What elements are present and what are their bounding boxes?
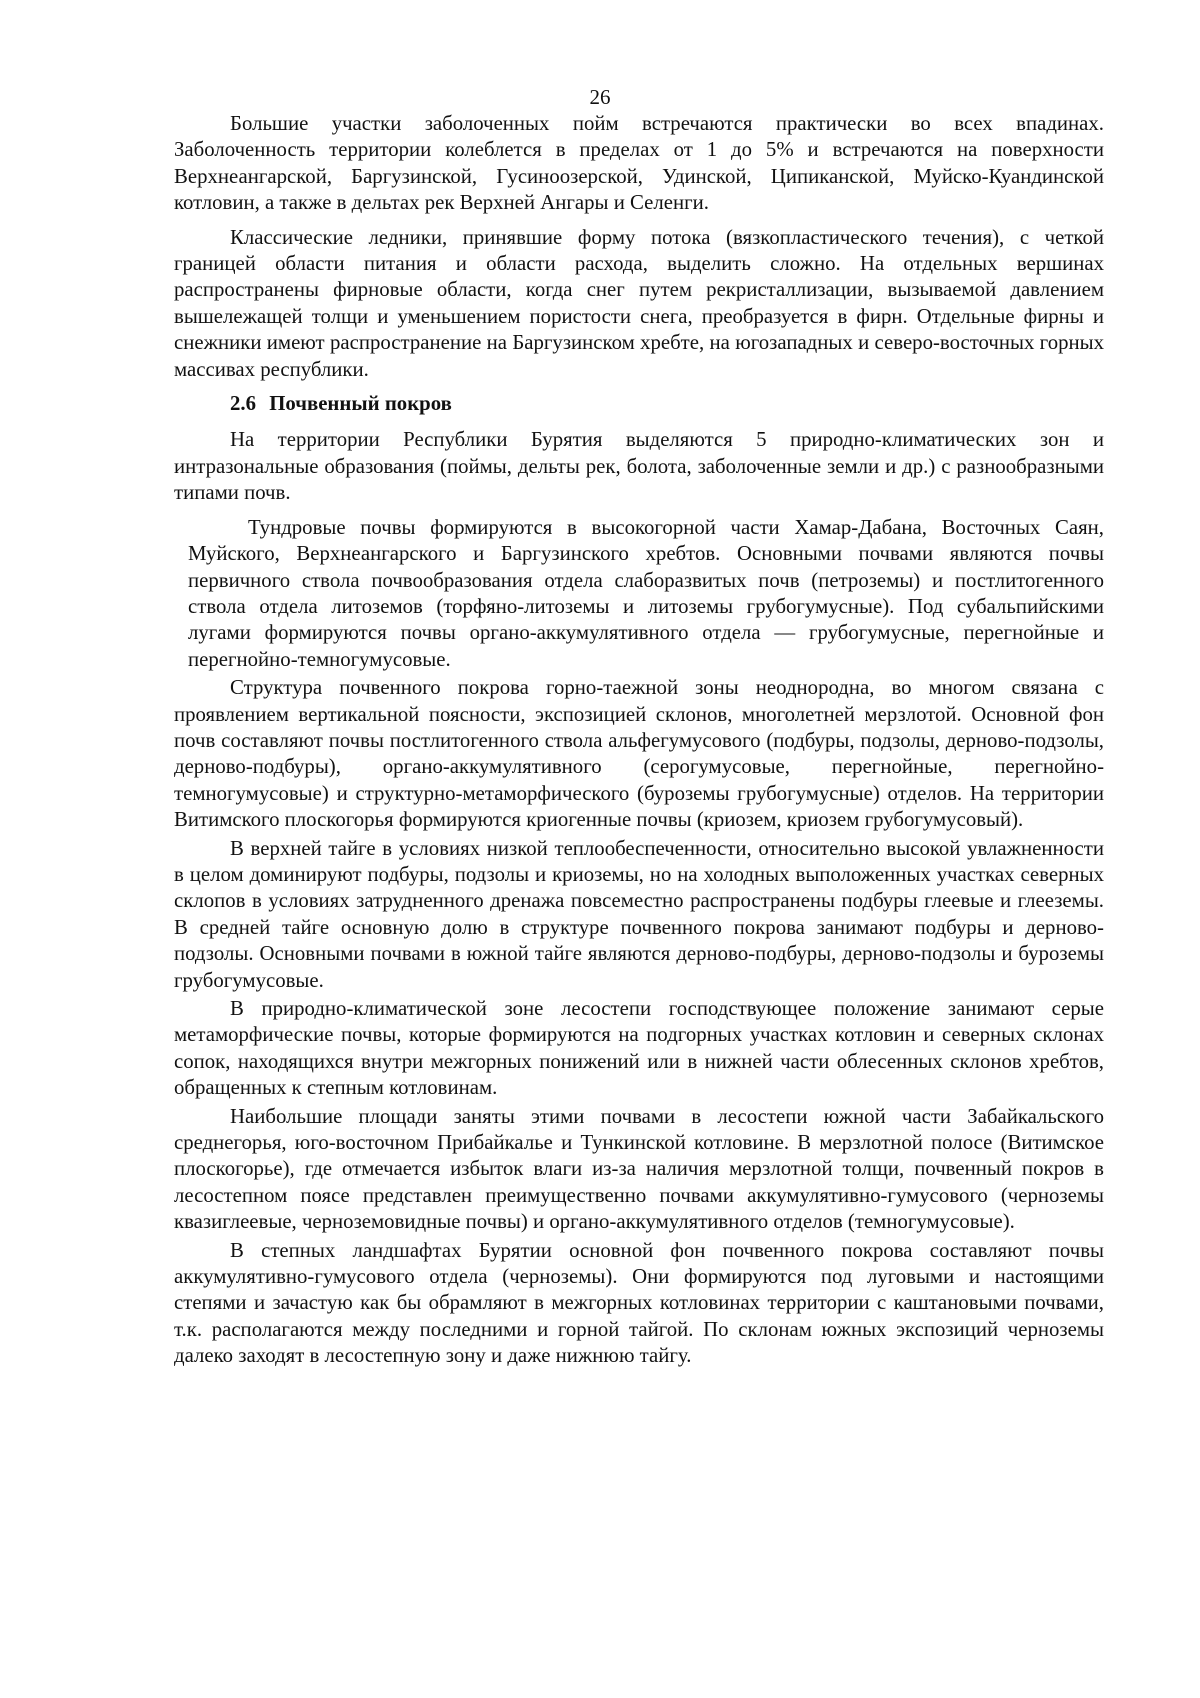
paragraph: В природно-климатической зоне лесостепи господствующее положение занимают серые метаморфические почвы, которые формируются на подгорных участках котловин и северных склонах сопок, находящихся внутри межгорных понижений или в нижней части облесенных склонов хребтов, обращенных к степным котловинам. [174, 997, 1104, 1100]
section-number: 2.6 [230, 392, 256, 416]
section-title: Почвенный покров [269, 392, 452, 416]
paragraph: Тундровые почвы формируются в высокогорной части Хамар-Дабана, Восточных Саян, Муйского, Верхнеангарского и Баргузинского хребтов. Основными почвами являются почвы первичного ствола почвообразования отдела слаборазвитых почв (петроземы) и постлитогенного ствола отдела литоземов (торфяно-литоземы и литоземы грубогумусные). Под субальпийскими лугами формируются почвы органо-аккумулятивного отдела — грубогумусные, перегнойные и перегнойно-темногумусовые. [188, 515, 1104, 671]
paragraph: В верхней тайге в условиях низкой теплообеспеченности, относительно высокой увлажненности в целом доминируют подбуры, подзолы и криоземы, но на холодных выположенных участках северных склопов в условиях затрудненного дренажа повсеместно распространены подбуры глеевые и глееземы. В средней тайге основную долю в структуре почвенного покрова занимают подбуры и дерново-подзолы. Основными почвами в южной тайге являются дерново-подбуры, дерново-подзолы и буроземы грубогумусовые. [174, 836, 1104, 992]
paragraph: Наибольшие площади заняты этими почвами в лесостепи южной части Забайкальского среднегорья, юго-восточном Прибайкалье и Тункинской котловине. В мерзлотной полосе (Витимское плоскогорье), где отмечается избыток влаги из-за наличия мерзлотной толщи, почвенный покров в лесостепном поясе представлен преимущественно почвами аккумулятивно-гумусового (черноземы квазиглеевые, черноземовидные почвы) и органо-аккумулятивного отделов (темногумусовые). [174, 1104, 1104, 1234]
section-heading [230, 391, 1104, 417]
paragraph: Большие участки заболоченных пойм встречаются практически во всех впадинах. Заболоченность территории колеблется в пределах от 1 до 5% и встречаются на поверхности Верхнеангарской, Баргузинской, Гусиноозерской, Удинской, Ципиканской, Муйско-Куандинской котловин, а также в дельтах рек Верхней Ангары и Селенги. [174, 112, 1104, 215]
paragraph: На территории Республики Бурятия выделяются 5 природно-климатических зон и интразональные образования (поймы, дельты рек, болота, заболоченные земли и др.) с разнообразными типами почв. [174, 428, 1104, 505]
paragraph: Классические ледники, принявшие форму потока (вязкопластического течения), с четкой границей области питания и области расхода, выделить сложно. На отдельных вершинах распространены фирновые области, когда снег путем рекристаллизации, вызываемой давлением вышележащей толщи и уменьшением пористости снега, преобразуется в фирн. Отдельные фирны и снежники имеют распространение на Баргузинском хребте, на югозападных и северо-восточных горных массивах республики. [174, 225, 1104, 381]
paragraph: Структура почвенного покрова горно-таежной зоны неоднородна, во многом связана с проявлением вертикальной поясности, экспозицией склонов, многолетней мерзлотой. Основной фон почв составляют почвы постлитогенного ствола альфегумусового (подбуры, подзолы, дерново-подзолы, дерново-подбуры), органо-аккумулятивного (серогумусовые, перегнойные, перегнойно-темногумусовые) и структурно-метаморфического (буроземы грубогумусные) отделов. На территории Витимского плоскогорья формируются криогенные почвы (криозем, криозем грубогумусовый). [174, 676, 1104, 832]
paragraph: В степных ландшафтах Бурятии основной фон почвенного покрова составляют почвы аккумулятивно-гумусового отдела (черноземы). Они формируются под луговыми и настоящими степями и зачастую как бы обрамляют в межгорных котловинах территории с каштановыми почвами, т.к. располагаются между последними и горной тайгой. По склонам южных экспозиций черноземы далеко заходят в лесостепную зону и даже нижнюю тайгу. [174, 1238, 1104, 1368]
page-content [174, 111, 1104, 1378]
page-number: 26 [589, 85, 611, 109]
